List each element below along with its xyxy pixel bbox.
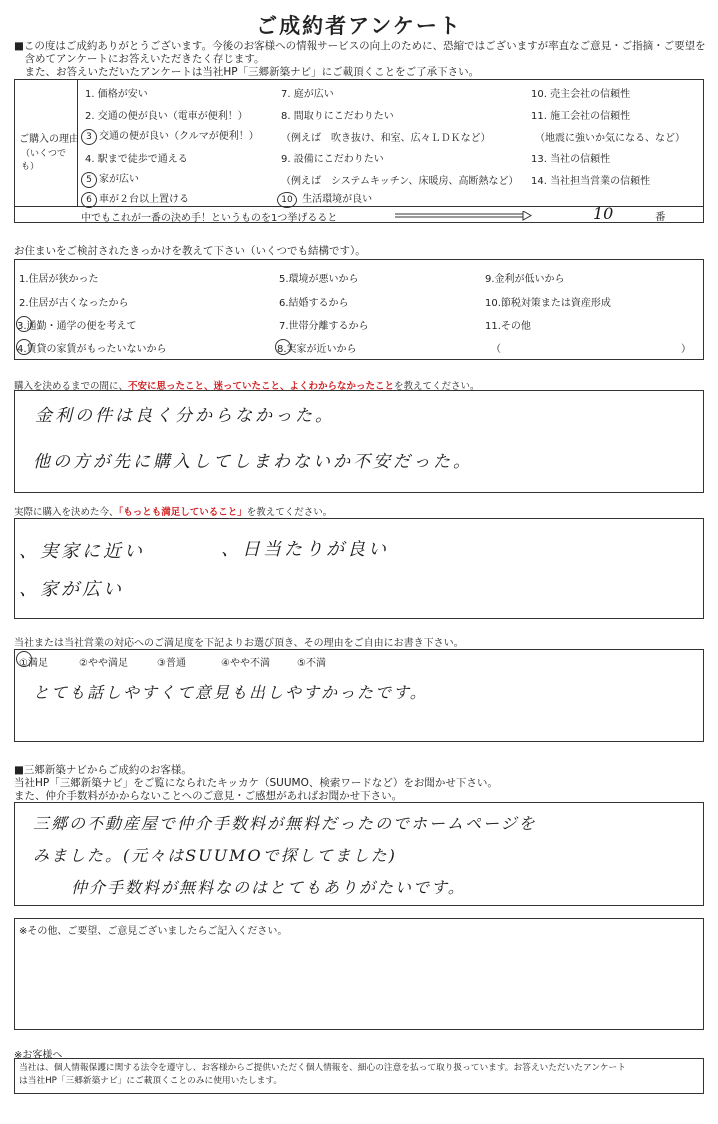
trigger-item[interactable]: 2.住居が古くなったから <box>19 298 129 309</box>
service-option[interactable]: ④やや不満 <box>221 658 270 669</box>
service-option[interactable]: ③普通 <box>157 658 186 669</box>
trigger-item[interactable]: 6.結婚するから <box>279 298 349 309</box>
worry-answer-box[interactable] <box>14 390 704 493</box>
navi-question: ■三郷新築ナビからご成約のお客様。 当社HP「三郷新築ナビ」をご覧になられたキッカケ（SUUMO、検索ワードなど）をお聞かせ下さい。 また、仲介手数料がかからないことへのご意見・ご感想があればお聞かせ下さい。 <box>14 764 498 802</box>
trigger-item[interactable]: 8.実家が近いから <box>277 340 357 355</box>
decide-prompt: 中でもこれが一番の決め手！というものを1つ挙げるると <box>81 213 338 224</box>
satisfied-answer-line: 、家が広い <box>19 579 124 600</box>
decide-suffix: 番 <box>655 211 666 223</box>
reason-detail: （例えば 吹き抜け、和室、広々ＬＤＫなど） <box>281 133 491 144</box>
intro-line: ■この度はご成約ありがとうございます。今後のお客様への情報サービスの向上のために、恐縮ではございますが率直なご意見・ご指摘・ご要望を <box>14 40 706 52</box>
selected-circle <box>16 339 32 355</box>
reason-item[interactable]: 1. 価格が安い <box>85 89 148 100</box>
reason-item[interactable]: 8. 間取りにこだわりたい <box>281 111 394 122</box>
reason-item[interactable]: 6 車が２台以上置ける <box>81 190 189 208</box>
decide-answer[interactable]: 10 <box>593 204 614 223</box>
intro-line: また、お答えいただいたアンケートは当社HP「三郷新築ナビ」にご載頂くことをご了承下さい。 <box>14 66 480 78</box>
trigger-item[interactable]: 5.環境が悪いから <box>279 274 359 285</box>
intro-line: 含めてアンケートにお答えいただきたく存じます。 <box>14 53 265 65</box>
privacy-box <box>14 1058 704 1094</box>
selected-circle <box>16 651 32 667</box>
reason-item[interactable]: 2. 交通の便が良い（電車が便利！） <box>85 111 248 122</box>
reasons-label: ご購入の理由 <box>19 134 79 145</box>
reason-item[interactable]: 3 交通の便が良い（クルマが便利！） <box>81 127 259 145</box>
navi-answer-box[interactable] <box>14 802 704 906</box>
service-question: 当社または当社営業の対応へのご満足度を下記よりお選び頂き、その理由をご自由にお書き下さい。 <box>14 638 464 649</box>
trigger-question: お住まいをご検討されたきっかけを教えて下さい（いくつでも結構です）。 <box>14 245 366 257</box>
privacy-heading: ※お客様へ <box>14 1050 63 1061</box>
service-option[interactable]: ②やや満足 <box>79 658 128 669</box>
service-option[interactable]: ⑤不満 <box>297 658 326 669</box>
purchase-reasons-box <box>14 79 704 223</box>
trigger-item[interactable]: 4.賃貸の家賃がもったいないから <box>17 340 167 355</box>
reason-item[interactable]: 11. 施工会社の信頼性 <box>531 111 631 122</box>
reason-item[interactable]: 9. 設備にこだわりたい <box>281 154 384 165</box>
other-box[interactable] <box>14 918 704 1030</box>
reason-item[interactable]: 10 生活環境が良い <box>277 190 372 208</box>
navi-answer-line: 仲介手数料が無料なのはとてもありがたいです。 <box>71 878 466 897</box>
reason-item[interactable]: 4. 駅まで徒歩で通える <box>85 154 188 165</box>
trigger-item[interactable]: 7.世帯分離するから <box>279 321 369 332</box>
navi-answer-line: 三郷の不動産屋で仲介手数料が無料だったのでホームページを <box>33 814 537 833</box>
reasons-sublabel: （いくつでも） <box>21 149 67 172</box>
trigger-item[interactable]: 1.住居が狭かった <box>19 274 99 285</box>
other-label: ※その他、ご要望、ご意見ございましたらご記入ください。 <box>19 926 288 937</box>
reason-item[interactable]: 14. 当社担当営業の信頼性 <box>531 176 651 187</box>
service-answer[interactable]: とても話しやすくて意見も出しやすかったです。 <box>33 683 428 702</box>
satisfied-answer-box[interactable] <box>14 518 704 619</box>
selected-circle <box>16 316 32 332</box>
worry-answer-line: 他の方が先に購入してしまわないか不安だった。 <box>33 452 473 472</box>
service-option-satisfied[interactable]: ①満足 <box>19 654 48 669</box>
selected-circle: 5 <box>81 172 97 188</box>
reason-item[interactable]: 5 家が広い <box>81 170 139 188</box>
selected-circle: 10 <box>277 192 297 208</box>
selected-circle: 3 <box>81 129 97 145</box>
page-title: ご成約者アンケート <box>256 14 462 38</box>
trigger-item[interactable]: 10.節税対策または資産形成 <box>485 298 611 309</box>
reason-item[interactable]: 7. 庭が広い <box>281 89 334 100</box>
selected-circle: 6 <box>81 192 97 208</box>
trigger-box <box>14 259 704 360</box>
satisfied-question: 実際に購入を決めた今、「もっとも満足していること」を教えてください。 <box>14 507 333 518</box>
satisfied-answer-line: 、日当たりが良い <box>221 539 389 560</box>
trigger-item[interactable]: 9.金利が低いから <box>485 274 565 285</box>
worry-answer-line: 金利の件は良く分からなかった。 <box>35 406 335 426</box>
reason-item[interactable]: 13. 当社の信頼性 <box>531 154 611 165</box>
reason-item[interactable]: 10. 売主会社の信頼性 <box>531 89 631 100</box>
trigger-item[interactable]: 3.通勤・通学の便を考えて <box>17 317 137 332</box>
trigger-other-blank[interactable]: （ ） <box>491 344 691 355</box>
privacy-line: 当社は、個人情報保護に関する法令を遵守し、お客様からご提供いただく個人情報を、細心の注意を払って取り扱っています。お答えいただいたアンケート <box>19 1063 626 1073</box>
privacy-line: は当社HP「三郷新築ナビ」にご載頂くことのみに使用いたします。 <box>19 1076 283 1086</box>
intro-text <box>14 40 704 79</box>
selected-circle <box>275 339 291 355</box>
arrow-icon <box>393 211 533 221</box>
trigger-item[interactable]: 11.その他 <box>485 321 531 332</box>
worry-question: 購入を決めるまでの間に、不安に思ったこと、迷っていたこと、よくわからなかったことを教えてください。 <box>14 381 480 392</box>
reason-detail: （地震に強いか気になる、など） <box>535 133 685 144</box>
satisfied-answer-line: 、実家に近い <box>19 541 145 562</box>
reason-detail: （例えば システムキッチン、床暖房、高断熱など） <box>281 176 519 187</box>
navi-answer-line: みました。(元々はSUUMOで探してました) <box>33 846 397 865</box>
service-box <box>14 649 704 742</box>
